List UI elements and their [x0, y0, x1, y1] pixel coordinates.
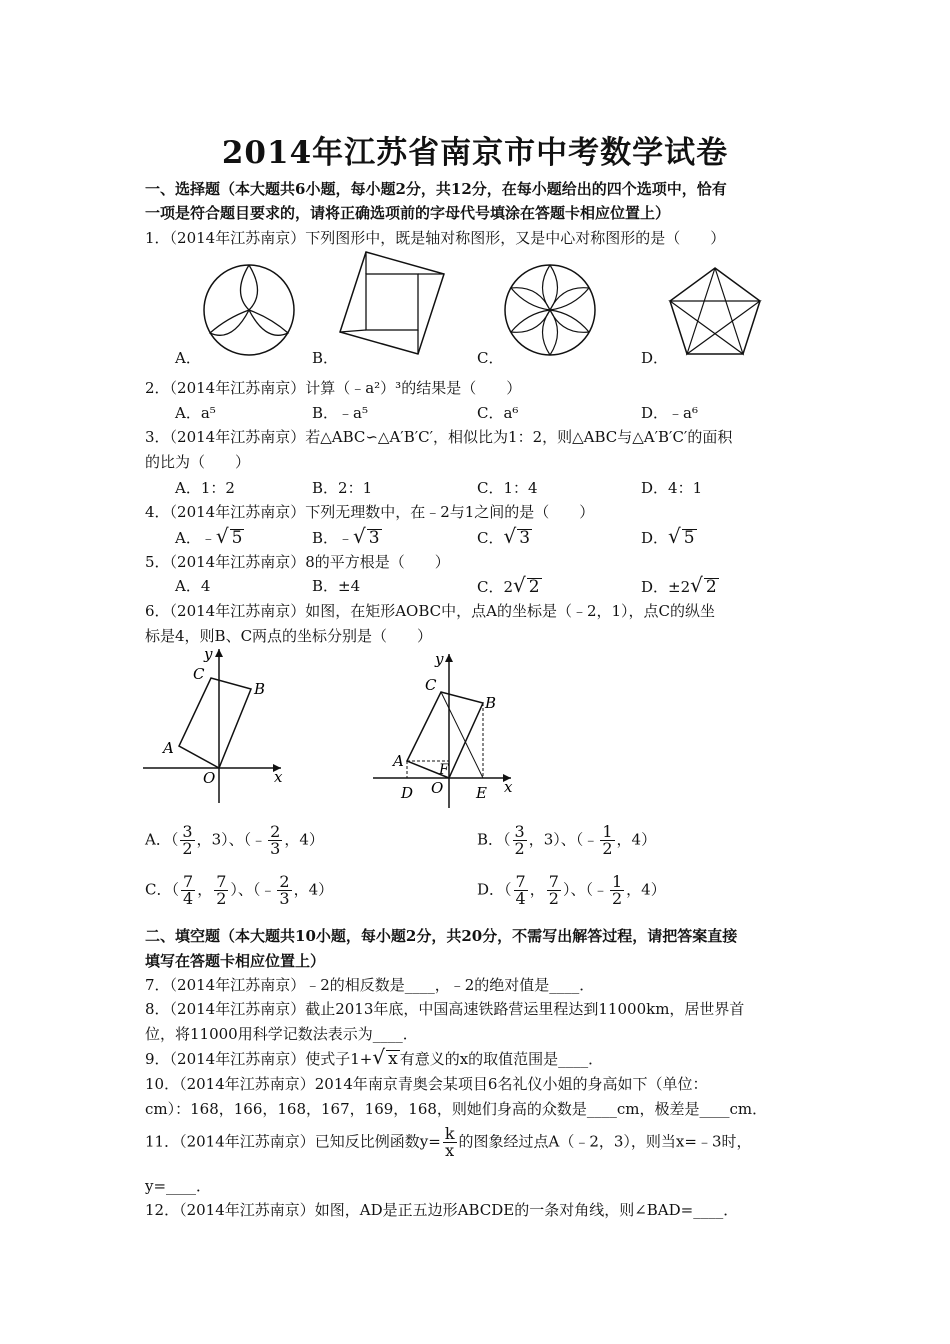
fig2-label-c: C: [425, 676, 437, 694]
q4-option-a-label: A．: [175, 529, 201, 547]
q3-option-c: C．1：4: [477, 479, 538, 497]
fig1-label-c: C: [193, 665, 205, 683]
q4-option-b-radicand: 3: [368, 528, 380, 548]
question-10-line1: 10．（2014年江苏南京）2014年南京青奥会某项目6名礼仪小姐的身高如下（单位：: [145, 1075, 708, 1093]
q5-option-d-coef: ±2: [668, 578, 691, 596]
q2-option-a: A．a⁵: [175, 404, 216, 422]
q4-option-d-label: D．: [641, 529, 669, 547]
q6-b-y2: 4: [631, 830, 642, 849]
frac-numerator: 7: [183, 872, 194, 891]
q4-option-a-sign: ﹣: [200, 529, 216, 547]
question-3-line1: 3．（2014年江苏南京）若△ABC∽△A′B′C′，相似比为1：2，则△ABC与△A′B′C′的面积: [145, 428, 733, 446]
question-6-line1: 6．（2014年江苏南京）如图，在矩形AOBC中，点A的坐标是（﹣2，1），点C的纵坐: [145, 602, 716, 620]
q3-option-d: D．4：1: [641, 479, 703, 497]
frac-denominator: 3: [279, 889, 290, 908]
fig2-label-o: O: [431, 779, 444, 797]
question-5-text: 5．（2014年江苏南京）8的平方根是（ ）: [145, 553, 450, 571]
fraction: [547, 874, 561, 907]
q4-option-a-radicand: 5: [231, 528, 243, 548]
frac-numerator: 7: [515, 872, 526, 891]
q4-option-c-label: C．: [477, 529, 504, 547]
radical-sign: √: [513, 573, 526, 597]
q6-d-y2: 4: [641, 880, 651, 899]
question-11-line2: y=____．: [145, 1177, 212, 1195]
frac-denominator: 2: [611, 889, 623, 908]
q5-option-d-label: D．: [641, 578, 669, 596]
q4-option-a: [175, 524, 244, 548]
q6-a-y1: 3: [211, 830, 222, 849]
fig1-label-a: A: [163, 739, 174, 757]
q6-b-y1: 3: [543, 830, 554, 849]
fraction: [268, 824, 282, 857]
fig2-label-a: A: [393, 752, 404, 770]
frac-numerator: 1: [602, 822, 613, 841]
frac-denominator: 2: [216, 889, 227, 908]
q4-option-d: [641, 524, 697, 548]
q6-a-y2: 4: [299, 830, 309, 849]
q5-option-c-label: C．: [477, 578, 504, 596]
q6-option-c-label: C．: [145, 880, 172, 899]
q4-option-b: [312, 524, 382, 548]
frac-numerator: 7: [216, 872, 227, 891]
q1-figure-a: [202, 263, 296, 357]
question-9-text: [145, 1045, 603, 1069]
q6-option-d-label: D．: [477, 880, 505, 899]
fraction: [277, 874, 291, 907]
fig2-label-y: y: [435, 650, 444, 668]
radical-sign: √: [215, 524, 229, 548]
frac-denominator: 2: [602, 839, 613, 858]
question-10-line2: cm）：168，166，168，167，169，168，则她们身高的众数是____cm，极差是____cm．: [145, 1100, 768, 1118]
fig2-label-f: F: [439, 762, 449, 778]
question-4-text: 4．（2014年江苏南京）下列无理数中，在﹣2与1之间的是（ ）: [145, 503, 595, 521]
q4-option-d-radicand: 5: [683, 528, 695, 548]
q1-option-c: C．: [477, 349, 504, 367]
q11-post: 的图象经过点A（﹣2，3），则当x=﹣3时，: [458, 1132, 752, 1151]
frac-numerator: 2: [279, 872, 290, 891]
frac-numerator: k: [444, 1124, 455, 1143]
q1-option-d: D．: [641, 349, 669, 367]
frac-denominator: 2: [182, 839, 193, 858]
q3-option-a: A．1：2: [175, 479, 235, 497]
radical-sign: √: [372, 1045, 386, 1069]
fig2-label-x: x: [504, 778, 513, 796]
question-1-text: 1．（2014年江苏南京）下列图形中，既是轴对称图形，又是中心对称图形的是（ ）: [145, 229, 726, 247]
q2-option-b: B．﹣a⁵: [312, 404, 368, 422]
radical-sign: √: [353, 524, 366, 548]
question-12-text: 12．（2014年江苏南京）如图，AD是正五边形ABCDE的一条对角线，则∠BAD=____．: [145, 1201, 739, 1219]
q6-option-b: B．（ $\frac{3}{2}$ ，3）、（﹣ $\frac{1}{2}$ ，4）: [477, 822, 657, 858]
q1-figure-c: [503, 263, 597, 357]
page-title: 2014年江苏省南京市中考数学试卷: [221, 135, 729, 171]
fig1-label-o: O: [203, 769, 216, 787]
frac-numerator: 3: [514, 822, 525, 841]
frac-numerator: 1: [611, 872, 623, 891]
frac-numerator: 7: [548, 872, 559, 891]
question-8-line2: 位，将11000用科学记数法表示为____．: [145, 1025, 418, 1043]
q9-radicand: x: [388, 1049, 398, 1069]
fraction: [443, 1126, 457, 1159]
frac-denominator: 4: [515, 889, 526, 908]
question-2-text: 2．（2014年江苏南京）计算（﹣a²）³的结果是（ ）: [145, 379, 522, 397]
fraction: [513, 824, 527, 857]
radical-sign: √: [503, 524, 517, 548]
question-7-text: 7．（2014年江苏南京）﹣2的相反数是____，﹣2的绝对值是____．: [145, 976, 595, 994]
q9-post: 有意义的x的取值范围是____．: [399, 1050, 604, 1068]
fraction: [214, 874, 228, 907]
q5-option-d: [641, 573, 719, 597]
q5-option-b: B．±4: [312, 577, 361, 595]
fraction: [600, 824, 614, 857]
q6-figure-2: [373, 650, 523, 810]
q4-option-c: [477, 524, 532, 548]
frac-denominator: 2: [514, 839, 525, 858]
q3-option-b: B．2：1: [312, 479, 373, 497]
frac-denominator: 4: [183, 889, 194, 908]
q6-option-c: C．（ $\frac{7}{4}$ ， $\frac{7}{2}$ ）、（﹣ $\frac{2}{3}$ ，4）: [145, 872, 334, 908]
q1-option-a: A．: [175, 349, 201, 367]
frac-denominator: 3: [270, 839, 281, 858]
q6-figure-1: [143, 645, 293, 805]
q1-figure-d: [667, 266, 763, 356]
q2-option-c: C．a⁶: [477, 404, 519, 422]
section1-heading-line1: 一、选择题（本大题共6小题，每小题2分，共12分，在每小题给出的四个选项中，恰有: [145, 180, 727, 198]
question-8-line1: 8．（2014年江苏南京）截止2013年底，中国高速铁路营运里程达到11000km，居世界首: [145, 1000, 745, 1018]
frac-denominator: x: [445, 1141, 455, 1160]
q1-figure-b: [338, 250, 448, 360]
q6-option-b-label: B．: [477, 830, 504, 849]
q5-option-a: A．4: [175, 577, 211, 595]
q5-option-d-radicand: 2: [705, 577, 717, 597]
frac-numerator: 3: [182, 822, 193, 841]
section2-heading-line1: 二、填空题（本大题共10小题，每小题2分，共20分，不需写出解答过程，请把答案直接: [145, 927, 738, 945]
question-6-line2: 标是4，则B、C两点的坐标分别是（ ）: [145, 627, 433, 645]
section1-heading-line2: 一项是符合题目要求的，请将正确选项前的字母代号填涂在答题卡相应位置上）: [145, 204, 671, 222]
fig1-label-x: x: [274, 768, 283, 786]
frac-denominator: 2: [548, 889, 559, 908]
fraction: [610, 874, 624, 907]
q9-pre: 9．（2014年江苏南京）使式子1+: [145, 1050, 373, 1068]
question-3-line2: 的比为（ ）: [145, 453, 251, 471]
fraction: [181, 874, 195, 907]
q6-c-y2: 4: [308, 880, 319, 899]
q6-option-d: D．（ $\frac{7}{4}$ ， $\frac{7}{2}$ ）、（﹣ $\frac{1}{2}$ ，4）: [477, 872, 666, 908]
q11-pre: 11．（2014年江苏南京）已知反比例函数y=: [145, 1132, 441, 1151]
q5-option-c: [477, 573, 542, 597]
fig1-label-y: y: [204, 645, 213, 663]
radical-sign: √: [668, 524, 681, 548]
q4-option-c-radicand: 3: [519, 528, 531, 548]
fig2-label-d: D: [401, 784, 414, 802]
q4-option-b-label: B．: [312, 529, 339, 547]
frac-numerator: 2: [270, 822, 281, 841]
radical-sign: √: [690, 573, 703, 597]
fig1-label-b: B: [254, 680, 266, 698]
q5-option-c-radicand: 2: [528, 577, 540, 597]
fraction: [514, 874, 528, 907]
fig2-label-b: B: [485, 694, 497, 712]
q5-option-c-coef: 2: [503, 578, 514, 596]
q6-option-a-label: A．: [145, 830, 171, 849]
section2-heading-line2: 填写在答题卡相应位置上）: [145, 952, 326, 970]
q1-option-b: B．: [312, 349, 339, 367]
q6-option-a: A．（ $\frac{3}{2}$ ，3）、（﹣ $\frac{2}{3}$ ，4）: [145, 822, 324, 858]
fig2-label-e: E: [476, 784, 487, 802]
q2-option-d: D．﹣a⁶: [641, 404, 698, 422]
fraction: [180, 824, 194, 857]
q4-option-b-sign: ﹣: [338, 529, 354, 547]
question-11-text: [145, 1126, 752, 1159]
